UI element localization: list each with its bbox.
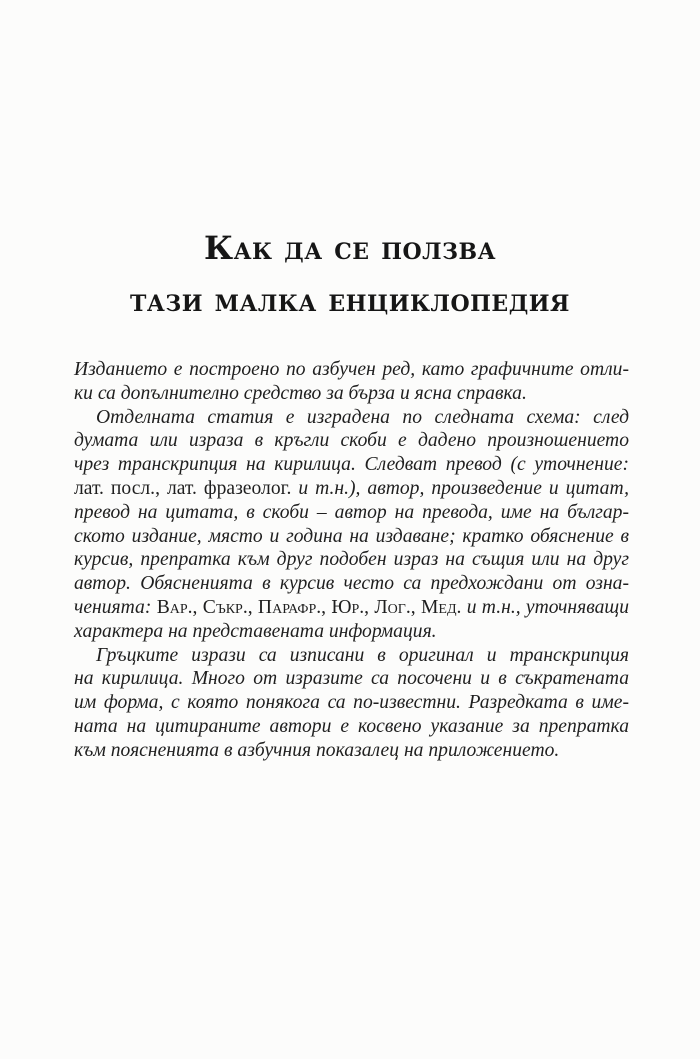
upright-abbreviations: лат. посл., лат. фразеолог.: [74, 477, 292, 499]
chapter-title-line-2: тази малка енциклопедия: [130, 281, 570, 319]
body-line: чрез транскрипция на кирилица. Следват превод (с уточнение:: [74, 454, 629, 476]
body-line: ското издание, място и година на издаване; кратко обяснение в: [74, 525, 629, 547]
body-line: Гръцките изрази са изписани в оригинал и транскрипция: [96, 644, 629, 666]
body-line: на кирилица. Много от изразите са посочени и в съкратената: [74, 668, 629, 690]
body-line: превод на цитата, в скоби – автор на превода, име на българ-: [74, 501, 629, 523]
chapter-title: [0, 222, 700, 326]
body-line: Изданието е построено по азбучен ред, като графичните отли-: [74, 359, 629, 380]
body-line: ки са допълнително средство за бърза и ясна справка.: [74, 382, 527, 404]
body-line: курсив, препратка към друг подобен израз на същия или на друг: [74, 549, 629, 571]
body-line: Отделната статия е изградена по следната схема: след: [96, 406, 629, 428]
chapter-title-line-1: Как да се ползва: [204, 229, 496, 267]
small-caps-abbreviations: Вар., Съкр., Парафр., Юр., Лог., Мед.: [156, 596, 462, 618]
body-text: [74, 358, 629, 763]
body-line: думата или израза в кръгли скоби е дадено произношението: [74, 430, 629, 452]
body-line: лат. посл., лат. фразеолог. и т.н.), автор, произведение и цитат,: [74, 477, 629, 499]
body-line: характера на представената информация.: [74, 620, 437, 642]
body-line: ната на цитираните автори е косвено указание за препратка: [74, 715, 629, 737]
body-line: ченията: Вар., Съкр., Парафр., Юр., Лог., Мед. и т.н., уточняващи: [74, 596, 629, 618]
body-line: им форма, с която понякога са по-известни. Разредката в име-: [74, 692, 629, 714]
body-line: автор. Обясненията в курсив често са предхождани от озна-: [74, 573, 629, 595]
body-line: към поясненията в азбучния показалец на приложението.: [74, 739, 560, 761]
